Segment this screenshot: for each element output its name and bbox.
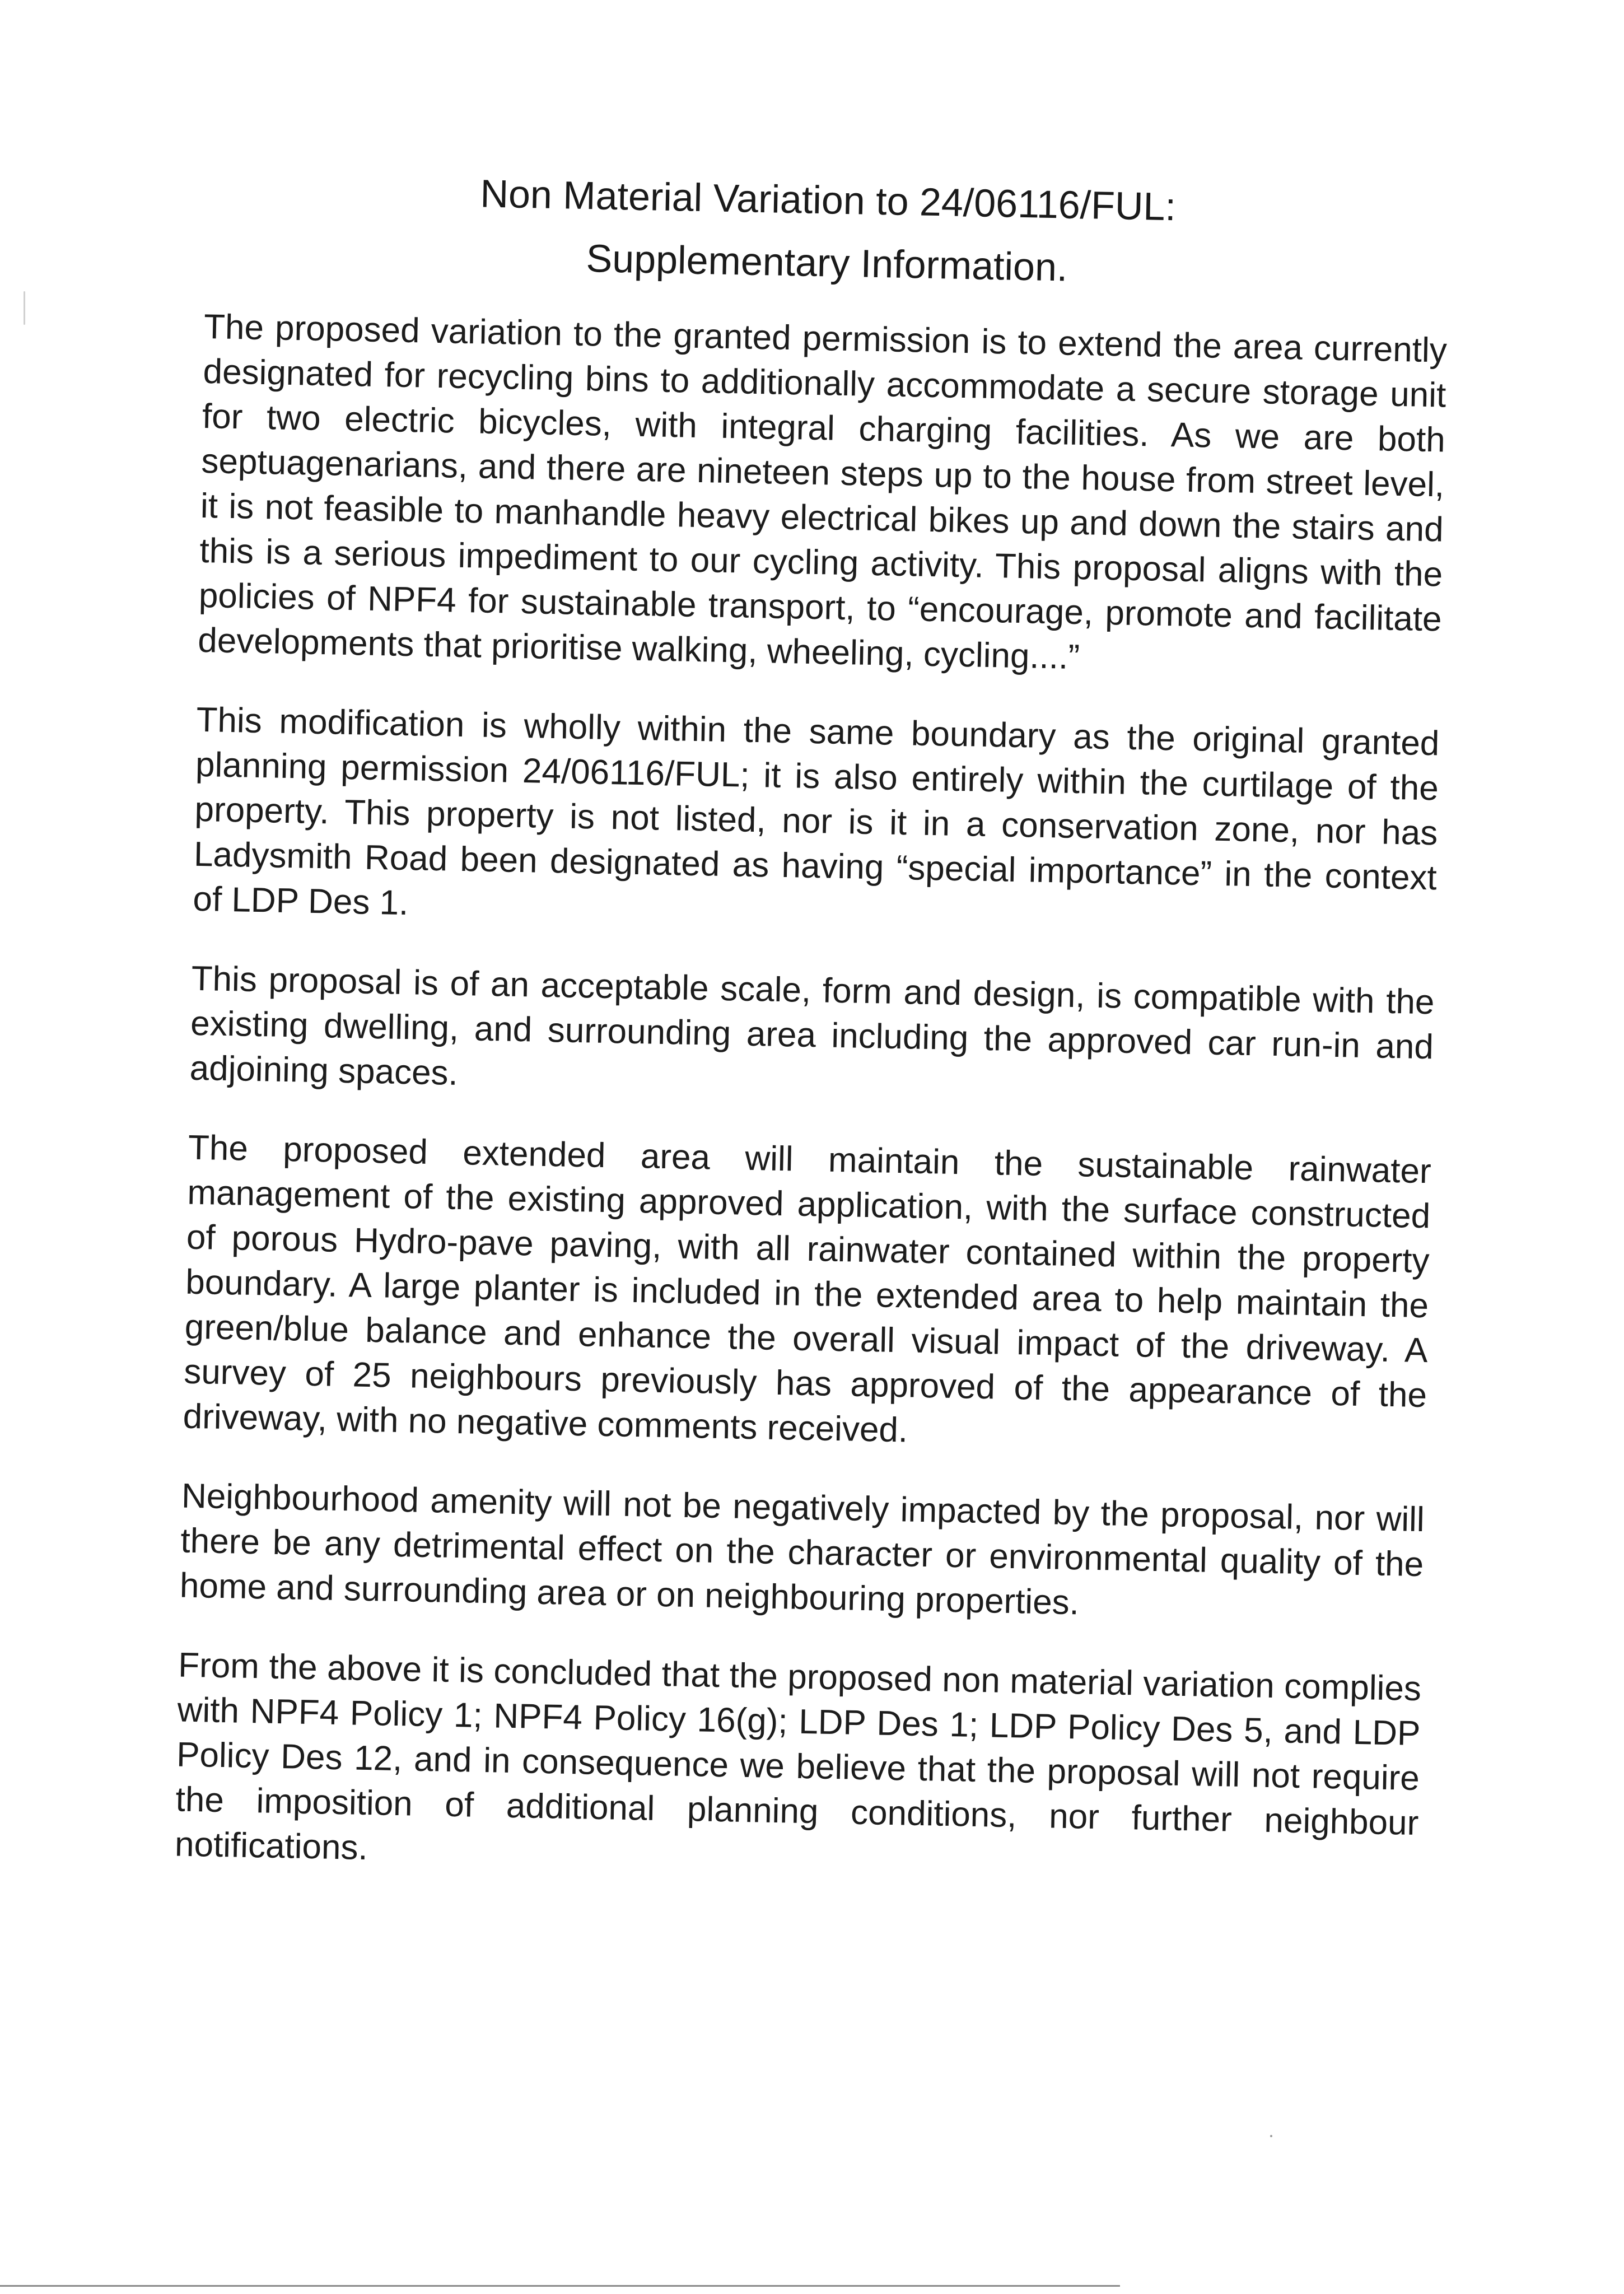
paragraph-amenity: Neighbourhood amenity will not be negatively impacted by the proposal, nor will there be any detrimental effect on the character or environmental quality of the home and surrounding area or on neighbouring properties. xyxy=(179,1476,1425,1622)
paragraph-rainwater: The proposed extended area will maintain the sustainable rainwater management of the existing approved application, with the surface constructed of porous Hydro-pave paving, with all rainwater contained within the property boundary. A large planter is included in the extended area to help maintain the green/blue balance and enhance the overall visual impact of the driveway. A survey of 25 neighbours previously has approved of the appearance of the driveway, with no negative comments received. xyxy=(183,1128,1432,1450)
paragraph-proposal: The proposed variation to the granted permission is to extend the area currently designated for recycling bins to additionally accommodate a secure storage unit for two electric bicycles, with integral charging facilities. As we are both septuagenarians, and there are nineteen steps up to the house from street level, it is not feasible to manhandle heavy electrical bikes up and down the stairs and this is a serious impediment to our cycling activity. This proposal aligns with the policies of NPF4 for sustainable transport, to “encourage, promote and facilitate developments that prioritise walking, wheeling, cycling....” xyxy=(197,307,1448,677)
title-line-2: Supplementary Information. xyxy=(585,236,1068,290)
document-body xyxy=(174,157,1450,1891)
paragraph-conclusion: From the above it is concluded that the proposed non material variation complies with NPF4 Policy 1; NPF4 Policy 16(g); LDP Des 1; LDP Policy Des 5, and LDP Policy Des 12, and in consequence we believe that the proposal will not require the imposition of additional planning conditions, nor further neighbour notifications. xyxy=(174,1645,1422,1868)
title-line-1: Non Material Variation to 24/06116/FUL: xyxy=(479,171,1177,229)
paragraph-boundary: This modification is wholly within the same boundary as the original granted planning permission 24/06116/FUL; it is also entirely within the curtilage of the property. This property is not listed, nor is it in a conservation zone, nor has Ladysmith Road been designated as having “special importance” in the context of LDP Des 1. xyxy=(192,700,1440,923)
scan-edge-line xyxy=(0,2285,1120,2287)
paragraph-scale: This proposal is of an acceptable scale, form and design, is compatible with the existing dwelling, and surrounding area including the approved car run-in and adjoining spaces. xyxy=(189,959,1435,1093)
scan-speck xyxy=(1270,2135,1272,2137)
document-title xyxy=(205,157,1450,306)
scan-edge-mark xyxy=(24,291,25,325)
